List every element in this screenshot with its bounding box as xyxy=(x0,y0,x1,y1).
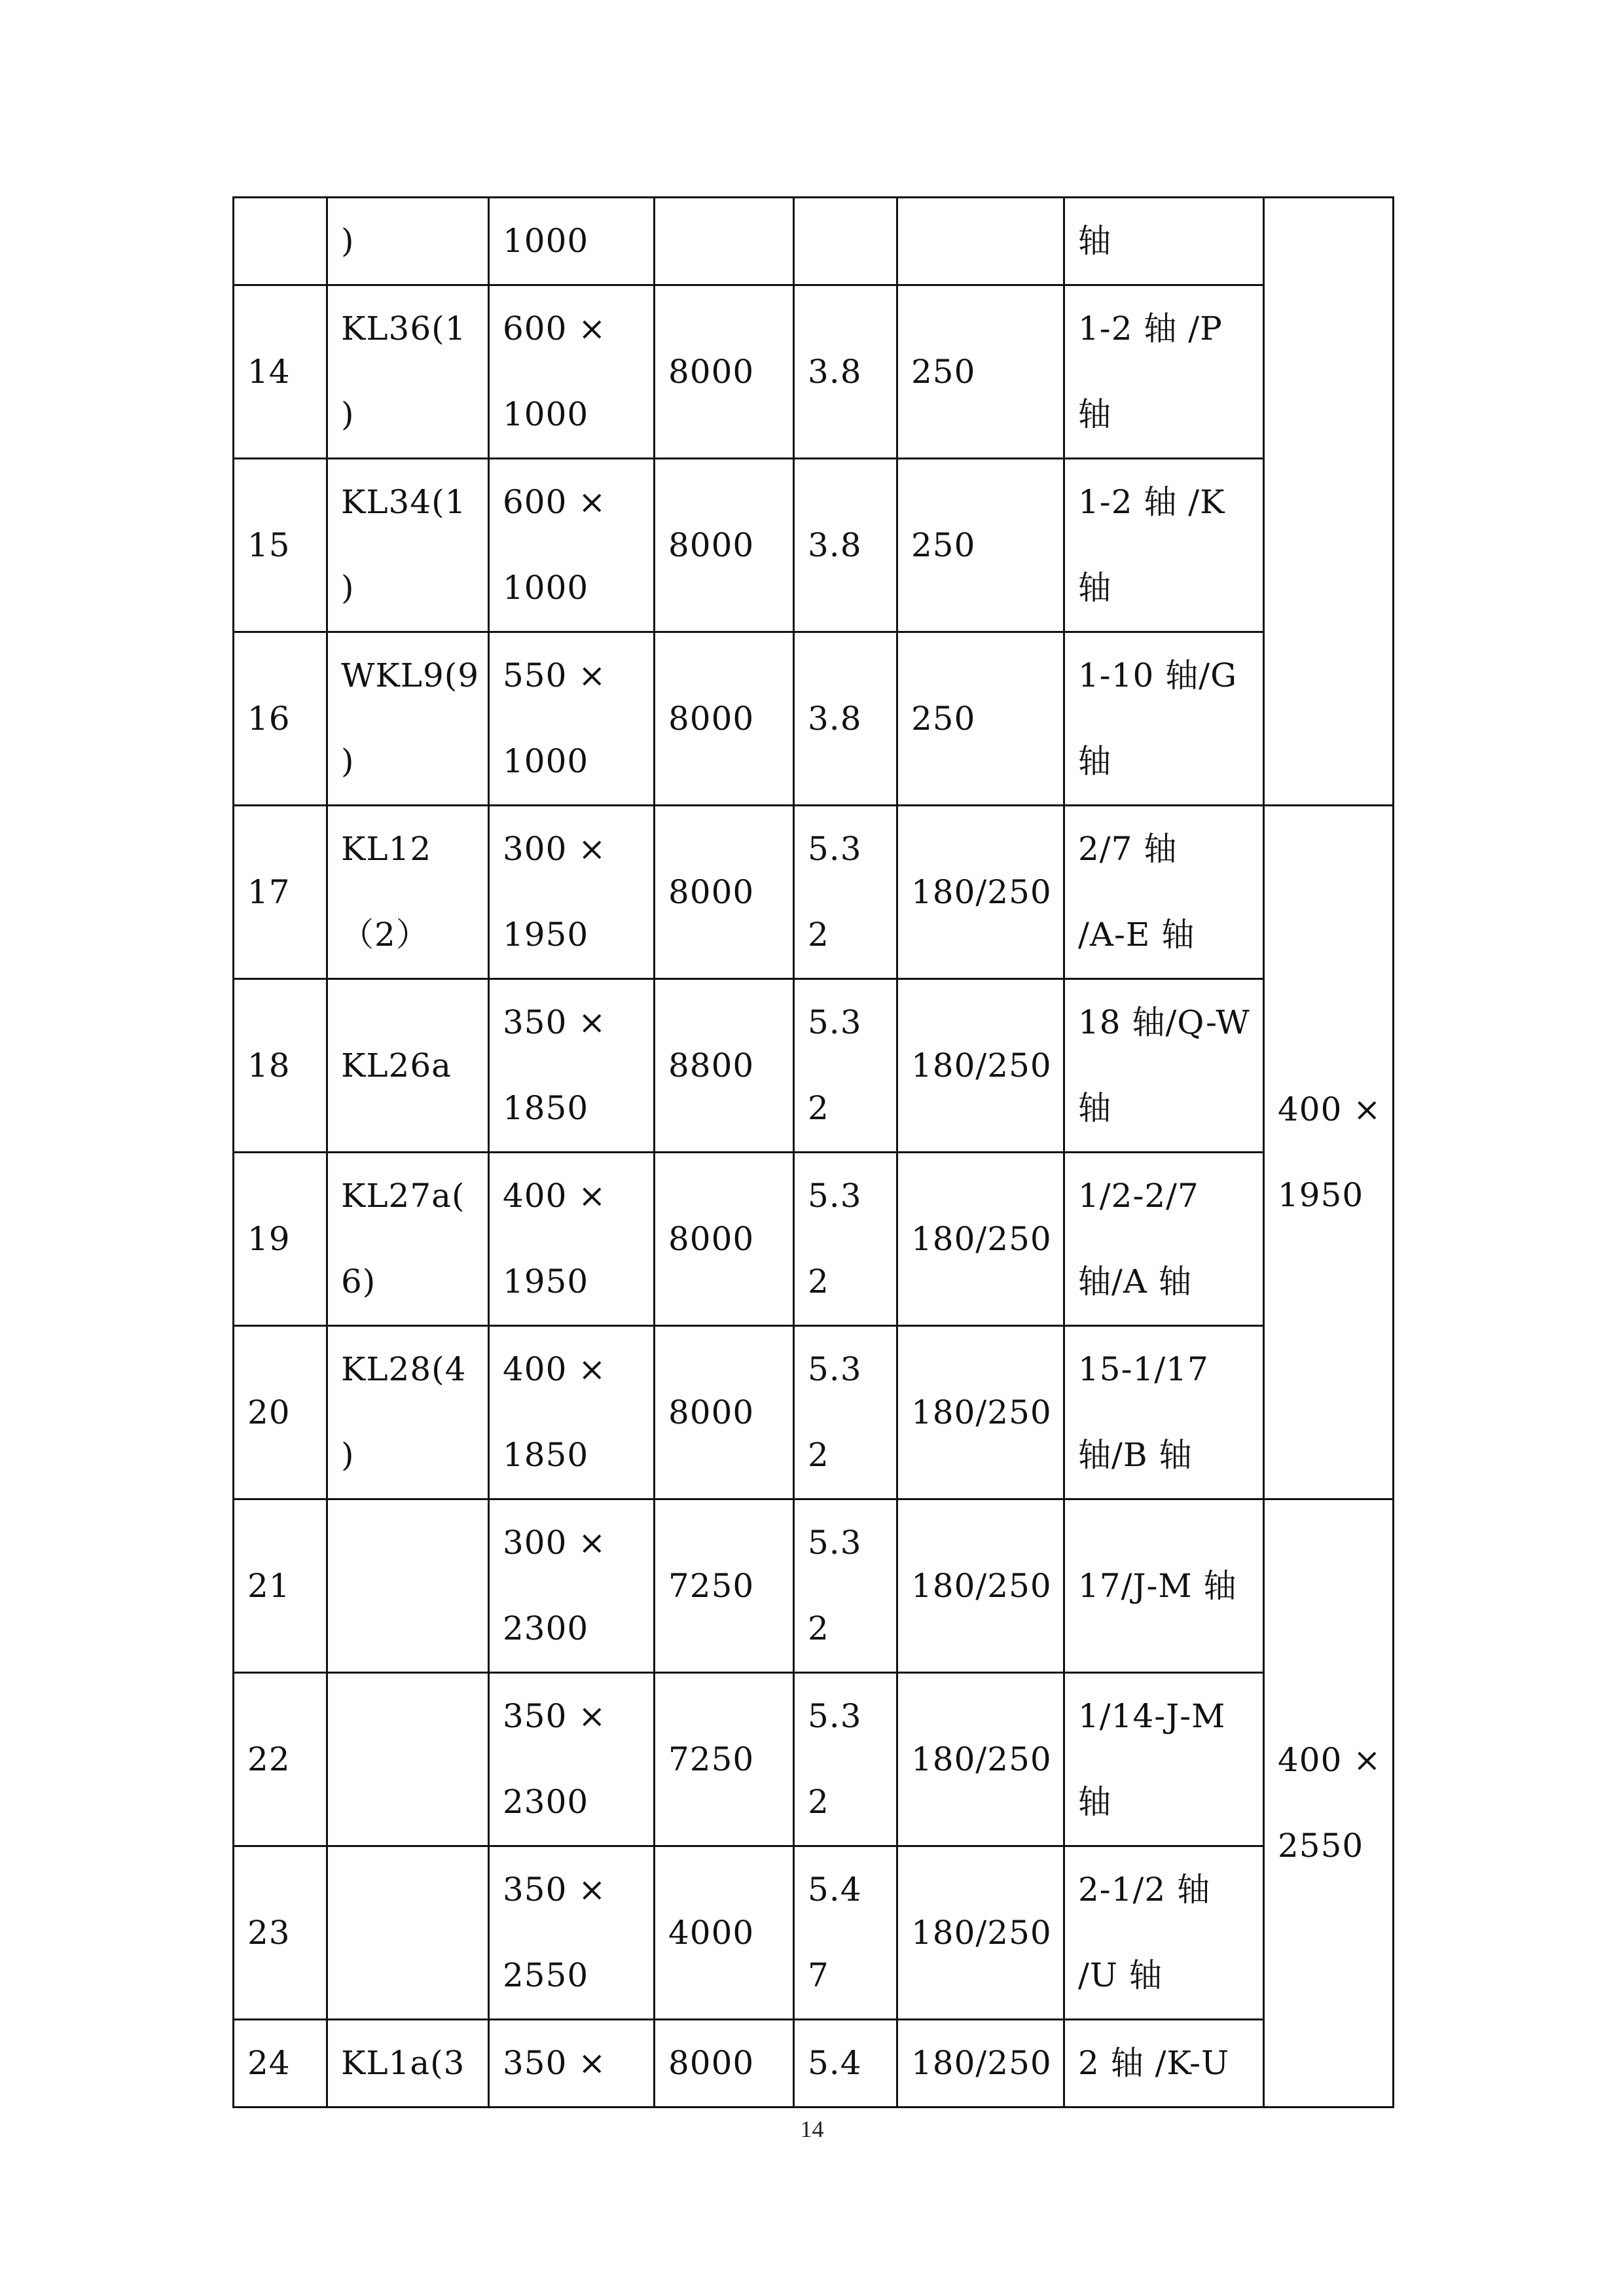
cell-thick: 250 xyxy=(897,285,1064,459)
height-line-2: 2 xyxy=(808,1263,829,1300)
cell-no: 22 xyxy=(234,1673,327,1846)
cell-no: 15 xyxy=(234,459,327,632)
beam-spec-table xyxy=(232,196,1394,2108)
cell-size: 600 × 1000 xyxy=(489,285,655,459)
cell-no: 16 xyxy=(234,632,327,806)
cell-name xyxy=(327,1499,489,1673)
cell-size: 350 × 2550 xyxy=(489,1846,655,2020)
cell-size: 300 × 1950 xyxy=(489,806,655,979)
cell-axis: 2 轴 /K-U xyxy=(1064,2020,1264,2108)
height-line-2: 2 xyxy=(808,1089,829,1127)
cell-height xyxy=(794,979,897,1153)
table-row xyxy=(234,1326,1394,1499)
cell-length xyxy=(655,198,794,285)
cell-height: 3.8 xyxy=(794,632,897,806)
height-line-1: 5.4 xyxy=(808,1871,862,1909)
cell-name: KL12 （2） xyxy=(327,806,489,979)
cell-no: 23 xyxy=(234,1846,327,2020)
cell-merged-section-b: 400 × 1950 xyxy=(1264,806,1394,1499)
cell-length: 8000 xyxy=(655,285,794,459)
cell-no: 21 xyxy=(234,1499,327,1673)
cell-length: 8000 xyxy=(655,806,794,979)
height-line-1: 5.3 xyxy=(808,1350,862,1388)
cell-merged-blank xyxy=(1264,198,1394,806)
cell-thick: 250 xyxy=(897,632,1064,806)
cell-thick: 180/250 xyxy=(897,1326,1064,1499)
cell-name: KL36(1 ) xyxy=(327,285,489,459)
table-row xyxy=(234,459,1394,632)
cell-length: 8000 xyxy=(655,1153,794,1326)
cell-height xyxy=(794,1326,897,1499)
cell-height xyxy=(794,1153,897,1326)
cell-axis: 1-10 轴/G 轴 xyxy=(1064,632,1264,806)
height-line-2: 2 xyxy=(808,916,829,954)
cell-length: 8000 xyxy=(655,632,794,806)
height-line-1: 5.3 xyxy=(808,1177,862,1215)
cell-thick: 180/250 xyxy=(897,2020,1064,2108)
height-line-2: 2 xyxy=(808,1436,829,1474)
cell-thick: 180/250 xyxy=(897,979,1064,1153)
cell-height: 3.8 xyxy=(794,459,897,632)
cell-name xyxy=(327,1846,489,2020)
cell-height xyxy=(794,198,897,285)
cell-length: 7250 xyxy=(655,1673,794,1846)
cell-height xyxy=(794,1499,897,1673)
table-row xyxy=(234,198,1394,285)
cell-size: 400 × 1950 xyxy=(489,1153,655,1326)
cell-axis: 1/14-J-M 轴 xyxy=(1064,1673,1264,1846)
cell-length: 8800 xyxy=(655,979,794,1153)
cell-no: 20 xyxy=(234,1326,327,1499)
cell-name xyxy=(327,1673,489,1846)
cell-height: 3.8 xyxy=(794,285,897,459)
cell-axis: 1/2-2/7 轴/A 轴 xyxy=(1064,1153,1264,1326)
cell-height: 5.4 xyxy=(794,2020,897,2108)
cell-name: ) xyxy=(327,198,489,285)
cell-name: KL27a( 6) xyxy=(327,1153,489,1326)
table-row xyxy=(234,1499,1394,1673)
cell-name: KL26a xyxy=(327,979,489,1153)
cell-axis: 2/7 轴 /A-E 轴 xyxy=(1064,806,1264,979)
cell-axis: 15-1/17 轴/B 轴 xyxy=(1064,1326,1264,1499)
height-line-2: 7 xyxy=(808,1956,829,1994)
cell-length: 8000 xyxy=(655,1326,794,1499)
cell-no: 17 xyxy=(234,806,327,979)
cell-thick: 180/250 xyxy=(897,1846,1064,2020)
table-row xyxy=(234,2020,1394,2108)
cell-size: 350 × xyxy=(489,2020,655,2108)
cell-length: 4000 xyxy=(655,1846,794,2020)
cell-axis: 1-2 轴 /K 轴 xyxy=(1064,459,1264,632)
cell-axis: 18 轴/Q-W 轴 xyxy=(1064,979,1264,1153)
cell-axis: 17/J-M 轴 xyxy=(1064,1499,1264,1673)
cell-name: KL1a(3 xyxy=(327,2020,489,2108)
table-row xyxy=(234,1673,1394,1846)
height-line-2: 2 xyxy=(808,1609,829,1647)
cell-axis: 1-2 轴 /P 轴 xyxy=(1064,285,1264,459)
cell-size: 550 × 1000 xyxy=(489,632,655,806)
cell-axis: 轴 xyxy=(1064,198,1264,285)
table-row xyxy=(234,979,1394,1153)
cell-size: 300 × 2300 xyxy=(489,1499,655,1673)
cell-thick xyxy=(897,198,1064,285)
cell-no: 24 xyxy=(234,2020,327,2108)
cell-no xyxy=(234,198,327,285)
height-line-1: 5.3 xyxy=(808,1524,862,1562)
cell-thick: 180/250 xyxy=(897,1673,1064,1846)
height-line-2: 2 xyxy=(808,1783,829,1821)
cell-name: KL28(4 ) xyxy=(327,1326,489,1499)
cell-size: 350 × 1850 xyxy=(489,979,655,1153)
height-line-1: 5.3 xyxy=(808,1697,862,1735)
cell-size: 350 × 2300 xyxy=(489,1673,655,1846)
height-line-1: 5.3 xyxy=(808,1003,862,1041)
cell-length: 7250 xyxy=(655,1499,794,1673)
cell-name: WKL9(9 ) xyxy=(327,632,489,806)
cell-length: 8000 xyxy=(655,459,794,632)
cell-thick: 250 xyxy=(897,459,1064,632)
table-row xyxy=(234,1153,1394,1326)
cell-height xyxy=(794,806,897,979)
cell-axis: 2-1/2 轴 /U 轴 xyxy=(1064,1846,1264,2020)
table-row xyxy=(234,1846,1394,2020)
cell-name: KL34(1 ) xyxy=(327,459,489,632)
cell-no: 19 xyxy=(234,1153,327,1326)
cell-thick: 180/250 xyxy=(897,806,1064,979)
table-row xyxy=(234,806,1394,979)
cell-no: 18 xyxy=(234,979,327,1153)
table-row xyxy=(234,632,1394,806)
cell-merged-section-c: 400 × 2550 xyxy=(1264,1499,1394,2108)
cell-size: 400 × 1850 xyxy=(489,1326,655,1499)
cell-height xyxy=(794,1673,897,1846)
cell-size: 600 × 1000 xyxy=(489,459,655,632)
cell-length: 8000 xyxy=(655,2020,794,2108)
size-first-line: 600 × xyxy=(503,310,607,348)
height-line-1: 5.3 xyxy=(808,830,862,868)
cell-no: 14 xyxy=(234,285,327,459)
cell-thick: 180/250 xyxy=(897,1153,1064,1326)
cell-thick: 180/250 xyxy=(897,1499,1064,1673)
cell-size: 1000 xyxy=(489,198,655,285)
cell-height xyxy=(794,1846,897,2020)
table-row xyxy=(234,285,1394,459)
page-number: 14 xyxy=(800,2116,824,2142)
